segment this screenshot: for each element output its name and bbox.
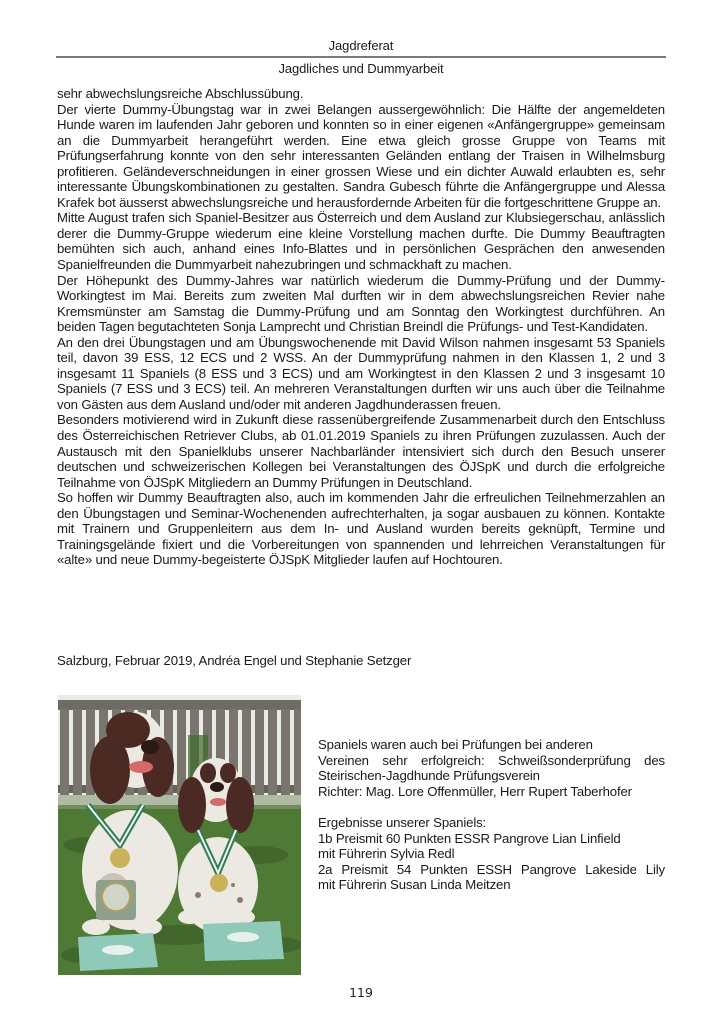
result-line: 1b Preismit 60 Punkten ESSR Pangrove Lian Linfield xyxy=(318,830,621,846)
paragraph: Besonders motivierend wird in Zukunft diese rassenübergreifende Zusammenarbeit durch den Entschluss des Österreichischen Retriever Clubs, ab 01.01.2019 Spaniels zu ihren Prüfungen zuzulassen. Auch der Austausch mit den Spanielklubs unserer Nachbarländer intensiviert sich durch den Besuch unserer deutschen und schweizerischen Kollegen bei Veranstaltungen des ÖJSpK und durch die erfolgreiche Teilnahme von ÖJSpK Mitgliedern an Dummy Prüfungen in Deutschland. xyxy=(57,412,665,490)
certificate-left xyxy=(78,933,158,971)
result-line: mit Führerin Susan Linda Meitzen xyxy=(318,877,511,893)
photo-caption xyxy=(318,737,665,893)
caption-line: Steirischen-Jagdhunde Prüfungsverein xyxy=(318,768,540,784)
paragraph: An den drei Übungstagen und am Übungswochenende mit David Wilson nahmen insgesamt 53 Spaniels teil, davon 39 ESS, 12 ECS und 2 WSS. An der Dummyprüfung nahmen in den Klassen 1, 2 und 3 insgesamt 11 Spaniels (8 ESS und 3 ECS) und am Workingtest in den Klassen 2 und 3 insgesamt 10 Spaniels (7 ESS und 3 ECS) teil. An mehreren Veranstaltungen durften wir uns auch über die Teilnahme von Gästen aus dem Ausland und/oder mit anderen Jagdhunderassen freuen. xyxy=(57,334,665,412)
paragraph: So hoffen wir Dummy Beauftragten also, auch im kommenden Jahr die erfreulichen Teilnehmerzahlen an den Übungstagen und Seminar-Wochenenden aufrechterhalten, ja sogar ausbauen zu können. Kontakte mit Trainern und Gruppenleitern aus dem In- und Ausland wurden bereits geknüpft, Termine und Trainingsgelände fixiert und die Vorbereitungen von spannenden und lehrreichen Veranstaltungen für «alte» und neue Dummy-begeisterte ÖJSpK Mitglieder laufen auf Hochtouren. xyxy=(57,490,665,568)
header-divider xyxy=(56,56,666,58)
results-heading: Ergebnisse unserer Spaniels: xyxy=(318,814,487,830)
page-number: 119 xyxy=(349,985,373,1000)
header-subtitle: Jagdliches und Dummyarbeit xyxy=(278,61,444,76)
header-section-title: Jagdreferat xyxy=(328,38,394,53)
paragraph: sehr abwechslungsreiche Abschlussübung. xyxy=(57,86,304,101)
result-line: 2a Preismit 54 Punkten ESSH Pangrove Lakeside Lily xyxy=(318,861,665,877)
paragraph: Der vierte Dummy-Übungstag war in zwei Belangen aussergewöhnlich: Die Hälfte der angemeldeten Hunde waren im laufenden Jahr geboren und konnten so in einer eigenen «Anfängergruppe» gemeinsam an die Dummyarbeit herangeführt werden. Eine etwa gleich grosse Gruppe von Teams mit Prüfungserfahrung konnte von den sehr interessanten Geländen entlang der Traisen in Wilhelmsburg profitieren. Geländeverschneidungen in einer grossen Wiese und ein dichter Auwald erlaubten es, sehr interessante Übungskombinationen zu gestalten. Sandra Gubesch führte die Anfängergruppe und Alessa Krafek bot äusserst abwechslungsreiche und herausfordernde Arbeiten für die fortgeschrittene Gruppe an. xyxy=(57,101,665,210)
caption-line: Spaniels waren auch bei Prüfungen bei anderen xyxy=(318,737,593,752)
caption-line: Richter: Mag. Lore Offenmüller, Herr Rupert Taberhofer xyxy=(318,783,632,799)
signature-line: Salzburg, Februar 2019, Andréa Engel und Stephanie Setzger xyxy=(57,653,412,668)
caption-line: Vereinen sehr erfolgreich: Schweißsonderprüfung des xyxy=(318,752,665,768)
paragraph: Der Höhepunkt des Dummy-Jahres war natürlich wiederum die Dummy-Prüfung und der Dummy-Workingtest im Mai. Bereits zum zweiten Mal durften wir in dem abwechslungsreichen Revier nahe Kremsmünster am Samstag die Dummy-Prüfung und am Sonntag den Workingtest durchführen. An beiden Tagen begutachteten Sonja Lamprecht und Christian Breindl die Prüfungs- und Test-Kandidaten. xyxy=(57,272,665,335)
result-line: mit Führerin Sylvia Redl xyxy=(318,846,455,862)
article-body xyxy=(57,86,665,568)
certificate-right xyxy=(203,921,284,961)
photo-two-spaniels-with-medals xyxy=(58,695,301,975)
paragraph: Mitte August trafen sich Spaniel-Besitzer aus Österreich und dem Ausland zur Klubsiegerschau, anlässlich derer die Dummy-Gruppe wiederum eine kleine Vorstellung machen durfte. Die Dummy Beauftragten bemühten sich auch, anhand eines Info-Blattes und in persönlichen Gesprächen den anwesenden Spanielfreunden die Dummyarbeit nahezubringen und schmackhaft zu machen. xyxy=(57,210,665,273)
caption-spacer xyxy=(318,799,665,815)
